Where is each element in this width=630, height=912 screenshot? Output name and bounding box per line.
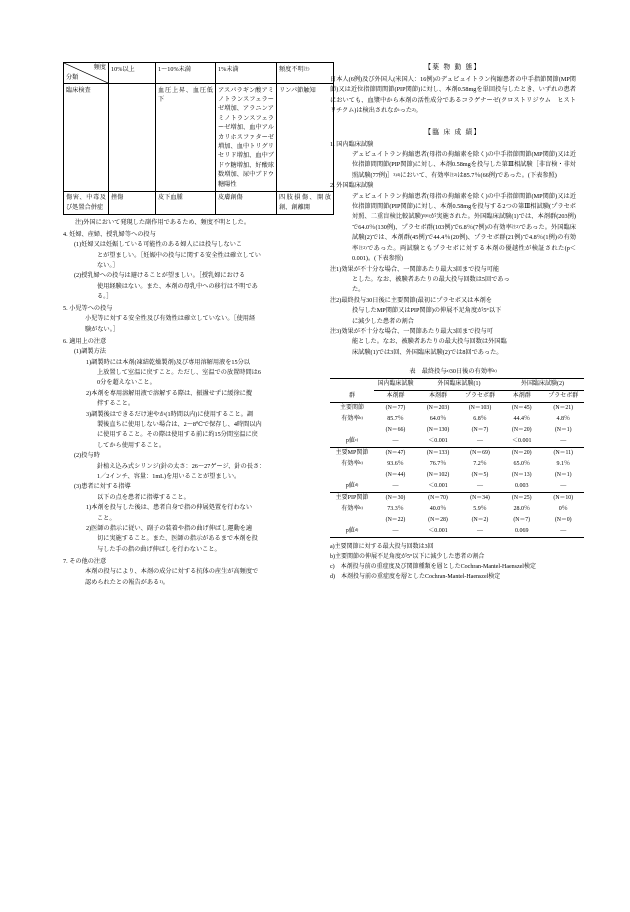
clinical-note-2-line2: 投与したMP関節又はPIP関節)の伸展不足角度が5°以下 [352, 307, 502, 315]
section-1-rate-n-3: (N＝13) [511, 472, 532, 479]
section-1-rate-1: 76.7％ [429, 461, 447, 468]
section-6-sub-3-line1: 以下の点を患者に指導すること。 [97, 493, 190, 501]
section-0-rate-3: 44.4％ [513, 416, 530, 423]
section-2-n-2: (N＝34) [459, 492, 501, 503]
section-1-label: 主要MP関節 [330, 447, 374, 458]
clinical-note-1-line2: とした。なお、被験者あたりの最大投与回数は5回であっ [352, 275, 510, 283]
section-0-rate-label: 有効率$^{b)}$ [341, 415, 363, 423]
section-1-n-2: (N＝69) [459, 447, 501, 458]
results-table [330, 378, 584, 538]
table-row [64, 191, 334, 214]
section-1-n-3: (N＝20) [501, 447, 543, 458]
column-header-0: 10%以上 [109, 63, 156, 84]
section-4-item-2: (2)授乳婦への投与は避けることが望ましい。［授乳婦における [74, 272, 246, 280]
section-6-sub-1-item-1-line2: 上放置して室温に戻すこと。ただし、室温での放置時間は6 [97, 368, 261, 376]
results-row [330, 447, 584, 458]
section-6-sub-1-item-1-line3: 0分を超えないこと。 [97, 379, 156, 387]
table-corner-cell [64, 63, 109, 84]
section-6 [63, 337, 317, 556]
section-2-p-3: 0.069 [501, 526, 543, 537]
footnote-marker: b) [359, 459, 363, 465]
section-7-line1: 本剤の投与により、本剤の成分に対する抗体の産生が高頻度で [85, 568, 259, 576]
section-6-sub-2-heading: (2)投与時 [74, 452, 100, 460]
reference-marker: 5)6) [422, 213, 430, 219]
section-2-rate-n-4: (N＝0) [554, 516, 572, 523]
section-0-n-1: (N＝203) [417, 403, 459, 414]
section-0-p-3: ＜0.001 [511, 438, 532, 445]
section-0-p-2: — [477, 438, 483, 445]
section-2-rate-n-2: (N＝2) [471, 516, 489, 523]
right-column [330, 62, 579, 583]
section-1-p-2: — [477, 483, 483, 490]
results-corner-cell [330, 379, 374, 391]
row-label-header: 群 [348, 393, 355, 400]
section-2-p-label: p値$^{d)}$ [330, 526, 374, 537]
sub-header-0: 本剤群 [374, 391, 417, 403]
section-4 [63, 230, 317, 303]
sub-header-1: 本剤群 [417, 391, 459, 403]
group-header-1: 外国臨床試験(1) [417, 379, 501, 391]
results-group-header-row [330, 379, 584, 391]
section-0-p-1: ＜0.001 [428, 438, 448, 445]
results-subheader-row [330, 391, 584, 403]
section-4-item-1: (1)妊婦又は妊娠している可能性のある婦人には投与しないこ [74, 241, 243, 249]
results-row [330, 504, 584, 515]
results-row [330, 515, 584, 526]
group-header-0: 国内臨床試験 [374, 379, 417, 391]
results-row [330, 492, 584, 503]
row-category-1: 傷害、中毒及び処置合併症 [64, 191, 109, 214]
corner-classification-label: 分類 [66, 74, 79, 81]
section-1-n-0: (N＝47) [374, 447, 417, 458]
section-6-sub-1-item-3: 3)調製後はできるだけ速やか(1時間以内)に使用すること。調 [86, 410, 254, 418]
results-row [330, 436, 584, 447]
results-footnote-d: d) 本剤投与前の重症度を層としたCochran-Mantel-Haenszel検定 [330, 574, 501, 581]
sub-header-2: プラセボ群 [459, 391, 501, 403]
footnote-marker: b) [359, 415, 363, 421]
results-row [330, 414, 584, 425]
section-2-rate-3: 28.0％ [513, 506, 530, 512]
section-0-rate-4: 4.8％ [556, 416, 570, 423]
footnote-marker: c) [354, 437, 359, 443]
section-2-p-0: — [374, 526, 417, 537]
section-1-rate-3: 65.0％ [513, 461, 530, 468]
cell-0-2: アスパラギン酸アミノトランスフェラーゼ増加、アラニンアミノトランスフェラーゼ増加、血中アルカリホスファターゼ増加、血中トリグリセリド増加、血中ブドウ糖増加、好酸球数増加、尿中ブドウ糖陽性 [216, 84, 277, 192]
results-row [330, 459, 584, 470]
section-6-sub-1-heading: (1)調製方法 [74, 348, 106, 356]
section-4-item-1-line2: とが望ましい。［妊娠中の投与に関する安全性は確立してい [97, 251, 261, 259]
reference-marker: 2) [412, 107, 416, 113]
section-1-p-4: — [560, 483, 567, 490]
section-0-rate-n-3: (N＝20) [511, 427, 532, 434]
section-2-rate-n-label [330, 515, 374, 526]
clinical-note-3: 注3)効果が不十分な場合、一関節あたり最大3回まで投与可 [330, 327, 493, 335]
section-0-rate-1: 64.0％ [429, 416, 447, 423]
adverse-reaction-table [63, 62, 334, 215]
section-1-p-label: p値$^{d)}$ [345, 481, 359, 490]
cell-0-3: リンパ節触知 [277, 84, 334, 192]
cell-1-3: 四肢損傷、開放創、創離開 [277, 191, 334, 214]
footnote-marker: a) [446, 367, 450, 373]
clinical-item-1-body: デュピュイトラン拘縮患者(母指の拘縮素を除く)の中手指節関節(MP関節)又は近位指節間関節(PIP関節)に対し、本剤0.58mgを投与した第Ⅲ相試験［非盲検・非対照試験(77例)］$^{3)4)}$において、有効率$^{注2)}$は85.7％(66例)であった。(下表参照) [352, 151, 576, 179]
section-1-n-4: (N＝11) [543, 447, 585, 458]
results-footnote-c: c) 本剤投与前の重症度及び関節種類を層としたCochran-Mantel-Haenszel検定 [330, 564, 536, 571]
section-1-rate-n-4: (N＝1) [554, 472, 572, 479]
section-5 [63, 304, 317, 335]
section-6-sub-1-item-3-line2: 製後直ちに使用しない場合は、2〜8℃で保存し、4時間以内 [97, 421, 262, 428]
cell-1-0: 挫傷 [109, 191, 156, 214]
section-6-sub-1-item-2-line2: 拌すること。 [97, 400, 135, 408]
section-6-sub-1-item-3-line3: に使用すること。その際は使用する前に約15分間室温に戻 [97, 431, 258, 439]
section-2-rate-2: 5.9％ [473, 506, 487, 512]
section-0-n-3: (N＝45) [501, 403, 543, 414]
section-1-p-3: 0.003 [515, 483, 529, 490]
section-6-sub-1-item-1: 1)調製時には本剤(凍結乾燥製剤)及び専用溶解用液を15分以 [86, 358, 250, 366]
section-1-p-1: ＜0.001 [428, 483, 448, 490]
section-1-rate-4: 9.1％ [556, 461, 570, 468]
section-4-item-2-line3: る。］ [97, 293, 113, 301]
corner-frequency-label: 頻度 [93, 64, 106, 71]
reference-marker: 1) [159, 578, 163, 584]
section-2-rate-n-3: (N＝7) [513, 516, 531, 523]
footnote-marker: 注2) [449, 171, 458, 177]
results-row [330, 470, 584, 481]
section-2-rate-n-0: (N＝22) [385, 516, 406, 523]
section-6-sub-2-line2: 1／2インチ、容量：1mL)を用いることが望ましい。 [97, 473, 241, 481]
section-2-rate-label: 有効率$^{b)}$ [341, 504, 363, 512]
section-2-n-4: (N＝10) [543, 492, 585, 503]
cell-1-1: 皮下血腫 [156, 191, 216, 214]
clinical-note-3-line3: 床試験(1)では3回、外国臨床試験(2)では8回であった。 [352, 348, 503, 356]
clinical-item-1-heading: 1. 国内臨床試験 [330, 140, 374, 148]
section-0-n-2: (N＝103) [459, 403, 501, 414]
row-category-0: 臨床検査 [64, 84, 109, 192]
footnote-marker: 注) [303, 65, 310, 71]
section-6-sub-2-line1: 針植え込み式シリンジ(針の太さ：26〜27ゲージ、針の長さ： [97, 462, 266, 470]
section-5-line2: 験がない。］ [85, 325, 120, 333]
section-0-rate-n-2: (N＝7) [471, 427, 489, 434]
clinical-item-2-heading: 2. 外国臨床試験 [330, 182, 374, 190]
pharmacokinetics-heading: 【薬 物 動 態】 [424, 64, 482, 71]
section-2-rate-0: 73.3％ [387, 506, 404, 512]
clinical-note-1: 注1)効果が不十分な場合、一関節あたり最大3回まで投与可能 [330, 265, 500, 273]
section-4-heading: 4. 妊婦、産婦、授乳婦等への投与 [63, 230, 156, 238]
sub-header-3: 本剤群 [501, 391, 543, 403]
results-row [330, 526, 584, 537]
cell-0-1: 血圧上昇、血圧低下 [156, 84, 216, 192]
cell-1-2: 皮膚創傷 [216, 191, 277, 214]
section-6-heading: 6. 適用上の注意 [63, 337, 107, 345]
section-6-sub-3-item-2: 2)医師の指示に従い、副子の装着や指の曲げ伸ばし運動を適 [86, 525, 253, 533]
column-header-2: 1%未満 [216, 63, 277, 84]
results-row [330, 403, 584, 414]
section-2-p-2: — [459, 526, 501, 537]
section-2-rate-4: 0％ [558, 506, 568, 512]
section-1-rate-2: 7.2％ [473, 461, 487, 468]
clinical-note-3-line2: 能とした。なお、被験者あたりの最大投与回数は外国臨 [352, 338, 507, 346]
column-header-3: 頻度不明$^{注)}$ [277, 63, 334, 84]
table-header-row [64, 63, 334, 84]
section-1-n-1: (N＝133) [417, 447, 459, 458]
section-7-line2: 認められたとの報告がある$^{1)}$。 [85, 578, 169, 586]
section-0-p-label: p値$^{c)}$ [345, 437, 359, 445]
footnote-marker: b) [493, 367, 497, 373]
section-1-rate-label: 有効率$^{b)}$ [341, 459, 363, 468]
section-0-label: 主要関節 [330, 403, 374, 414]
footnote-marker: b) [359, 504, 363, 510]
footnote-marker: d) [354, 526, 359, 532]
section-2-n-3: (N＝25) [501, 492, 543, 503]
section-6-sub-3-item-1: 1)本剤を投与した後は、患者自身で指の伸展処置を行わない [86, 504, 253, 512]
reference-marker: 3)4) [393, 171, 401, 177]
section-0-rate-n-4: (N＝1) [554, 427, 572, 434]
left-column [63, 62, 331, 588]
results-row [330, 481, 584, 492]
clinical-note-1-line3: た。 [352, 286, 365, 294]
section-2-n-1: (N＝70) [417, 492, 459, 503]
section-1-rate-n-0: (N＝44) [385, 472, 406, 479]
clinical-note-2-line3: に減少した患者の割合 [352, 317, 414, 325]
section-6-sub-3-item-1-line2: こと。 [97, 514, 116, 522]
section-2-n-0: (N＝30) [374, 492, 417, 503]
section-1-rate-n-1: (N＝102) [426, 472, 450, 479]
section-2-rate-1: 40.0％ [429, 506, 447, 512]
clinical-results-heading: 【臨 床 成 績】 [424, 128, 482, 136]
section-0-n-4: (N＝21) [543, 403, 585, 414]
clinical-item-2-body: デュピュイトラン拘縮患者(母指の拘縮素を除く)の中手指節関節(MP関節)又は近位指節間関節(PIP関節)に対し、本剤0.58mgを投与する2つの第Ⅲ相試験(プラセボ対照、二重盲検比較試験)$^{5)6)}$が実施された。外国臨床試験(1)では、本剤群(203例)で64.0％(130例)、プラセボ群(103例)で6.8％(7例)の有効率$^{注2)}$であった。外国臨床試験(2)では、本剤群(45例)で44.4％(20例)、プラセボ群(21例)で4.8％(1例)の有効率$^{注2)}$であった。両試験ともプラセボに対する本剤の優越性が検証された(p＜0.001)。(下表参照) [352, 192, 576, 263]
column-header-1: 1〜10%未満 [156, 63, 216, 84]
footnote-marker: 注2) [511, 223, 520, 229]
sub-header-4: プラセボ群 [543, 391, 585, 403]
section-4-item-2-line2: 使用経験はない。また、本剤の母乳中への移行は不明であ [97, 282, 258, 290]
results-footnote-a: a)主要関節に対する最大投与回数は3回 [330, 543, 434, 550]
section-0-rate-n-0: (N＝66) [385, 427, 406, 434]
section-1-rate-n-2: (N＝5) [471, 472, 489, 479]
section-6-sub-1-item-2: 2)本剤を専用溶解用液で溶解する際は、振盪せずに緩徐に攪 [86, 389, 253, 397]
footnote-marker: d) [354, 481, 359, 487]
pharmacokinetics-body: 日本人(6例)及び外国人(米国人：16例)のデュピュイトラン拘縮患者の中手指節関節(MP関節)又は近位指節間関節(PIP関節)に対し、本剤0.58mgを単回投与したとき、いずれの患者においても、血漿中から本剤の活性成分であるコラゲナーゼ(クロストリジウム ヒストリチクム)は検出されなかった$^{2)}$。 [330, 76, 576, 115]
section-0-p-0: — [392, 438, 399, 445]
footnote-marker: 注2) [358, 244, 367, 250]
section-6-sub-3-heading: (3)患者に対する指導 [74, 483, 131, 491]
section-2-rate-n-1: (N＝28) [428, 516, 448, 523]
section-5-heading: 5. 小児等への投与 [63, 305, 113, 313]
results-footnote-b: b)主要関節の伸展不足角度が5°以下に減少した患者の割合 [330, 553, 485, 560]
section-5-line1: 小児等に対する安全性及び有効性は確立していない。［使用経 [85, 315, 256, 323]
section-2-label: 主要PIP関節 [330, 492, 374, 503]
section-7-heading: 7. その他の注意 [63, 557, 107, 565]
adverse-table-footnote: 注)外国において発現した副作用であるため、頻度不明とした。 [75, 218, 251, 226]
section-6-sub-3-item-2-line2: 切に実施すること。また、医師の指示があるまで本剤を投 [97, 535, 258, 543]
section-0-p-4: — [560, 438, 567, 445]
section-0-rate-n-label [330, 425, 374, 436]
section-7 [63, 557, 317, 588]
clinical-note-2: 注2)最終投与30日後に主要関節(最初にプラセボ又は本剤を [330, 296, 492, 304]
section-2-p-1: ＜0.001 [417, 526, 459, 537]
section-2-p-4: — [543, 526, 585, 537]
section-0-rate-2: 6.8％ [473, 416, 487, 423]
section-4-item-1-line3: ない。］ [97, 261, 119, 269]
section-0-n-0: (N＝77) [374, 403, 417, 414]
section-0-rate-0: 85.7％ [387, 416, 404, 423]
group-header-2: 外国臨床試験(2) [501, 379, 584, 391]
section-1-rate-0: 93.6％ [387, 461, 404, 468]
section-6-sub-1-item-3-line4: してから使用すること。 [97, 441, 166, 449]
section-0-rate-n-1: (N＝130) [426, 427, 450, 434]
cell-0-0 [109, 84, 156, 192]
section-1-rate-n-label [330, 470, 374, 481]
results-table-title: 表 最終投与$^{a)}$30日後の有効率$^{b)}$ [409, 367, 497, 376]
table-row [64, 84, 334, 192]
results-row [330, 425, 584, 436]
section-6-sub-3-item-2-line3: 与した手の指の曲げ伸ばしを行わないこと。 [97, 545, 221, 553]
section-1-p-0: — [392, 483, 399, 490]
